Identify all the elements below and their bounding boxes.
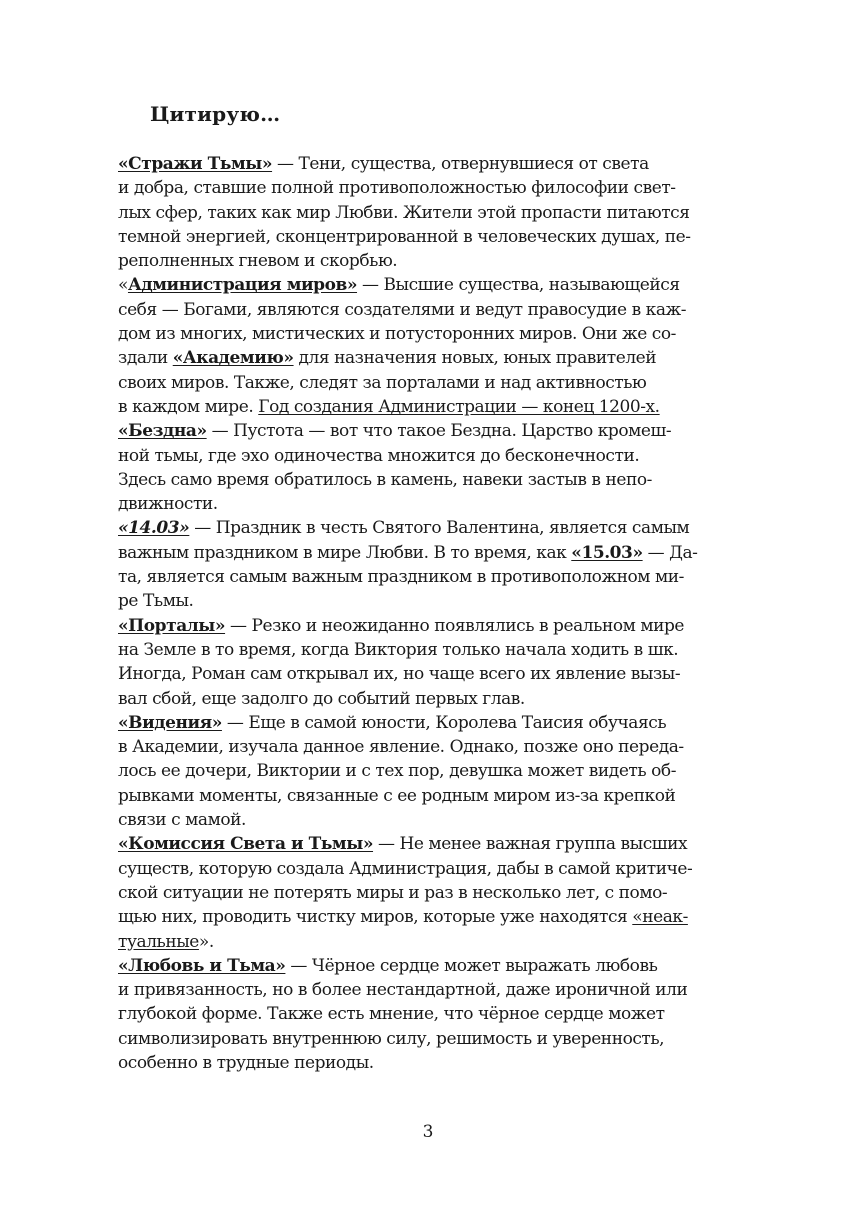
text-line <box>118 468 718 492</box>
term-label: «Порталы» <box>118 615 226 636</box>
text-segment: себя — Богами, являются создателями и ведут правосудие в каж- <box>118 299 686 320</box>
text-segment: щью них, проводить чистку миров, которые уже находятся <box>118 907 633 928</box>
text-line <box>118 1051 718 1075</box>
text-segment: и привязанность, но в более нестандартной, даже ироничной или <box>118 980 688 1001</box>
text-line <box>118 881 718 905</box>
text-segment: и добра, ставшие полной противоположностью философии свет- <box>118 178 676 199</box>
text-segment: Иногда, Роман сам открывал их, но чаще всего их явление вызы- <box>118 664 681 685</box>
text-line <box>118 201 718 225</box>
text-segment: движности. <box>118 494 218 515</box>
text-segment: ре Тьмы. <box>118 591 194 612</box>
text-segment: — Высшие существа, называющейся <box>357 275 680 296</box>
text-segment: в каждом мире. <box>118 396 259 417</box>
term-label: «Стражи Тьмы» <box>118 154 273 174</box>
text-segment: — Праздник в честь Святого Валентина, является самым <box>189 518 690 539</box>
text-line <box>118 930 718 954</box>
text-line <box>118 249 718 273</box>
text-segment: — Тени, существа, отвернувшиеся от света <box>272 154 649 174</box>
text-line <box>118 565 718 589</box>
text-line <box>118 614 718 638</box>
page-number: 3 <box>422 1122 434 1142</box>
text-line <box>118 589 718 613</box>
text-line <box>118 371 718 395</box>
text-line <box>118 225 718 249</box>
text-segment: глубокой форме. Также есть мнение, что чёрное сердце может <box>118 1004 665 1025</box>
text-segment: существ, которую создала Администрация, дабы в самой критиче- <box>118 858 693 879</box>
text-line <box>118 541 718 565</box>
text-segment: лых сфер, таких как мир Любви. Жители этой пропасти питаются <box>118 202 690 223</box>
text-line <box>118 492 718 516</box>
text-line <box>118 322 718 346</box>
text-segment: для назначения новых, юных правителей <box>293 348 657 369</box>
text-segment: рывками моменты, связанные с ее родным миром из-за крепкой <box>118 785 676 806</box>
text-line <box>118 978 718 1002</box>
text-line <box>118 298 718 322</box>
text-line <box>118 662 718 686</box>
text-segment: в Академии, изучала данное явление. Однако, позже оно переда- <box>118 737 684 758</box>
text-line <box>118 444 718 468</box>
text-line <box>118 516 718 540</box>
term-label: «Академию» <box>172 348 294 369</box>
text-line <box>118 735 718 759</box>
text-segment: особенно в трудные периоды. <box>118 1052 374 1073</box>
term-label: Администрация миров» <box>127 275 358 296</box>
text-segment: « <box>118 275 128 296</box>
text-line <box>118 711 718 735</box>
text-segment: — Не менее важная группа высших <box>373 834 688 855</box>
text-line <box>118 346 718 370</box>
term-label: «15.03» <box>571 542 643 563</box>
term-label: «Любовь и Тьма» <box>118 955 286 976</box>
text-segment: на Земле в то время, когда Виктория только начала ходить в шк. <box>118 639 679 660</box>
text-segment: Здесь само время обратилось в камень, навеки застыв в непо- <box>118 469 652 490</box>
text-line <box>118 832 718 856</box>
text-segment: — Чёрное сердце может выражать любовь <box>285 955 658 976</box>
text-line <box>118 905 718 929</box>
text-line <box>118 1027 718 1051</box>
text-segment: вал сбой, еще задолго до событий первых глав. <box>118 688 525 709</box>
text-segment: здали <box>118 348 173 369</box>
text-segment: своих миров. Также, следят за порталами и над активностью <box>118 372 647 393</box>
text-segment: дом из многих, мистических и потусторонних миров. Они же со- <box>118 324 676 345</box>
text-line <box>118 687 718 711</box>
text-segment: связи с мамой. <box>118 810 246 831</box>
text-segment: символизировать внутреннюю силу, решимость и уверенность, <box>118 1028 665 1049</box>
text-line <box>118 152 718 176</box>
page-heading: Цитирую… <box>150 102 281 126</box>
text-line <box>118 784 718 808</box>
text-line <box>118 395 718 419</box>
term-label: «Комиссия Света и Тьмы» <box>118 834 374 855</box>
text-segment: реполненных гневом и скорбью. <box>118 251 398 272</box>
text-segment: темной энергией, сконцентрированной в человеческих душах, пе- <box>118 226 691 247</box>
text-segment: ». <box>198 931 214 952</box>
text-line <box>118 419 718 443</box>
text-segment: — Да- <box>642 542 698 563</box>
text-line <box>118 759 718 783</box>
term-label: «Видения» <box>118 712 222 733</box>
text-segment: ской ситуации не потерять миры и раз в несколько лет, с помо- <box>118 882 668 903</box>
text-line <box>118 176 718 200</box>
text-segment: та, является самым важным праздником в противоположном ми- <box>118 567 684 588</box>
term-label: «Бездна» <box>118 421 207 442</box>
text-line <box>118 1002 718 1026</box>
glossary-body <box>118 152 718 1075</box>
text-line <box>118 273 718 297</box>
text-line <box>118 808 718 832</box>
text-segment: — Еще в самой юности, Королева Таисия обучаясь <box>221 712 667 733</box>
text-line <box>118 638 718 662</box>
term-label: туальные <box>118 931 199 952</box>
term-label: «14.03» <box>118 518 190 539</box>
text-line <box>118 954 718 978</box>
text-line <box>118 857 718 881</box>
text-segment: лось ее дочери, Виктории и с тех пор, девушка может видеть об- <box>118 761 677 782</box>
text-segment: важным праздником в мире Любви. В то время, как <box>118 542 572 563</box>
text-segment: — Пустота — вот что такое Бездна. Царство кромеш- <box>206 421 672 442</box>
term-label: «неак- <box>632 907 688 928</box>
text-segment: — Резко и неожиданно появлялись в реальном мире <box>225 615 685 636</box>
text-segment: ной тьмы, где эхо одиночества множится до бесконечности. <box>118 445 640 466</box>
term-label: Год создания Администрации — конец 1200-х. <box>258 396 660 417</box>
